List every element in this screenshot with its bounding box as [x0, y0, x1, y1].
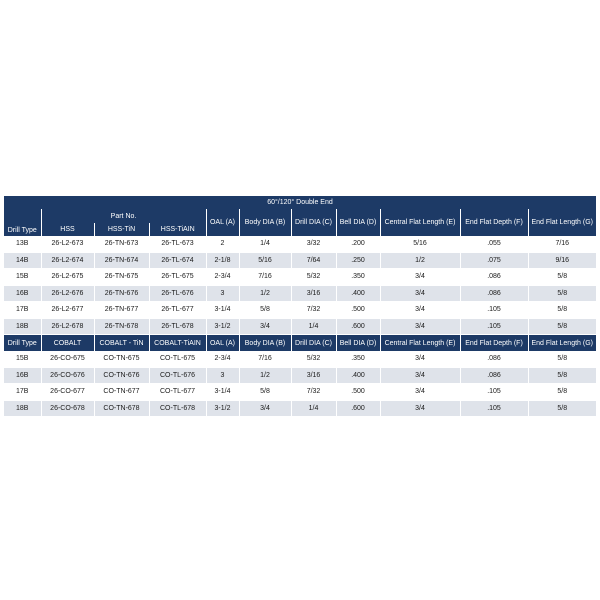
table-cell: 3-1/2 — [206, 400, 239, 417]
table-cell: 1/2 — [239, 285, 291, 302]
table-cell: 3/16 — [291, 285, 336, 302]
table-cell: .086 — [460, 351, 528, 367]
table-cell: 26-TN-677 — [94, 302, 149, 319]
table-cell: .600 — [336, 400, 380, 417]
header2-end-flat-depth: End Flat Depth (F) — [460, 335, 528, 352]
table-cell: 26-L2-676 — [41, 285, 94, 302]
table-cell: 3 — [206, 285, 239, 302]
table-cell: .086 — [460, 367, 528, 384]
table-row — [4, 252, 596, 269]
table-cell: 15B — [4, 269, 41, 286]
table-cell: 26-TN-676 — [94, 285, 149, 302]
table-cell: .500 — [336, 384, 380, 401]
header2-drill-dia: Drill DIA (C) — [291, 335, 336, 352]
header2-bell-dia: Bell DIA (D) — [336, 335, 380, 352]
header2-end-flat-length: End Flat Length (G) — [528, 335, 596, 352]
table-cell: 26-L2-673 — [41, 236, 94, 252]
header-oal: OAL (A) — [206, 209, 239, 236]
header-end-flat-depth: End Flat Depth (F) — [460, 209, 528, 236]
table-cell: 26-CO-678 — [41, 400, 94, 417]
table-cell: 1/2 — [239, 367, 291, 384]
table-cell: 7/16 — [528, 236, 596, 252]
table-cell: CO-TL-675 — [149, 351, 206, 367]
table-cell: 26-TL-675 — [149, 269, 206, 286]
table-cell: 2 — [206, 236, 239, 252]
table-row — [4, 269, 596, 286]
header-central-flat-length: Central Flat Length (E) — [380, 209, 460, 236]
table-cell: 5/8 — [528, 367, 596, 384]
table-cell: 26-TN-678 — [94, 318, 149, 335]
table-cell: 26-L2-674 — [41, 252, 94, 269]
table-cell: 26-TN-674 — [94, 252, 149, 269]
table-cell: 5/8 — [528, 285, 596, 302]
table-cell: CO-TL-677 — [149, 384, 206, 401]
table-cell: CO-TN-677 — [94, 384, 149, 401]
table-cell: 13B — [4, 236, 41, 252]
table-cell: 26-CO-675 — [41, 351, 94, 367]
table-cell: 26-L2-675 — [41, 269, 94, 286]
table-cell: .350 — [336, 351, 380, 367]
table-cell: .600 — [336, 318, 380, 335]
table-cell: 18B — [4, 318, 41, 335]
table-cell: 26-TL-676 — [149, 285, 206, 302]
table-cell: 1/4 — [239, 236, 291, 252]
table-cell: CO-TN-676 — [94, 367, 149, 384]
table-title-row — [4, 196, 596, 209]
table-cell: .200 — [336, 236, 380, 252]
header2-cobalt: COBALT — [41, 335, 94, 352]
table-cell: 26-CO-676 — [41, 367, 94, 384]
table-cell: 3/4 — [380, 269, 460, 286]
table-cell: 5/8 — [528, 400, 596, 417]
table-row — [4, 318, 596, 335]
table-cell: 3/4 — [239, 318, 291, 335]
table-cell: .105 — [460, 384, 528, 401]
table-cell: 3/32 — [291, 236, 336, 252]
table-cell: 17B — [4, 384, 41, 401]
table-cell: 3-1/4 — [206, 302, 239, 319]
table-cell: 3 — [206, 367, 239, 384]
header-part-no: Part No. — [41, 209, 206, 223]
table-row — [4, 400, 596, 417]
table-cell: 3/4 — [380, 400, 460, 417]
table-cell: 3/4 — [239, 400, 291, 417]
table-cell: .400 — [336, 367, 380, 384]
table-cell: 3/16 — [291, 367, 336, 384]
table-cell: .105 — [460, 400, 528, 417]
table-cell: CO-TL-676 — [149, 367, 206, 384]
header2-drill-type: Drill Type — [4, 335, 41, 352]
table-cell: 16B — [4, 367, 41, 384]
table-cell: 5/16 — [239, 252, 291, 269]
table-cell: 7/64 — [291, 252, 336, 269]
header-drill-type: Drill Type — [4, 209, 41, 236]
table-cell: 5/8 — [528, 318, 596, 335]
table-cell: 26-TL-674 — [149, 252, 206, 269]
table-cell: 17B — [4, 302, 41, 319]
table-cell: 3/4 — [380, 367, 460, 384]
header-hss: HSS — [41, 223, 94, 236]
table-cell: 5/8 — [528, 302, 596, 319]
table-cell: 15B — [4, 351, 41, 367]
header-drill-dia: Drill DIA (C) — [291, 209, 336, 236]
table-cell: .055 — [460, 236, 528, 252]
table-cell: 5/8 — [239, 384, 291, 401]
header2-body-dia: Body DIA (B) — [239, 335, 291, 352]
table-cell: 3/4 — [380, 351, 460, 367]
table-cell: .105 — [460, 302, 528, 319]
header-hss-tin: HSS-TiN — [94, 223, 149, 236]
table-cell: 26-TN-673 — [94, 236, 149, 252]
table-cell: 2-1/8 — [206, 252, 239, 269]
table-cell: 26-TL-673 — [149, 236, 206, 252]
table-cell: 26-TN-675 — [94, 269, 149, 286]
table-cell: .400 — [336, 285, 380, 302]
table-cell: 1/4 — [291, 318, 336, 335]
header-end-flat-length: End Flat Length (G) — [528, 209, 596, 236]
table-cell: 5/8 — [239, 302, 291, 319]
table-cell: .105 — [460, 318, 528, 335]
table-title: 60°/120° Double End — [4, 196, 596, 209]
header2-cobalt-tiain: COBALT-TiAIN — [149, 335, 206, 352]
header-hss-tiain: HSS-TiAIN — [149, 223, 206, 236]
header-row-cobalt — [4, 335, 596, 352]
table-cell: 3/4 — [380, 285, 460, 302]
table-row — [4, 351, 596, 367]
table-cell: 5/32 — [291, 269, 336, 286]
table-cell: 26-L2-678 — [41, 318, 94, 335]
drill-spec-table — [4, 196, 596, 417]
table-cell: .086 — [460, 269, 528, 286]
table-cell: .075 — [460, 252, 528, 269]
table-cell: CO-TL-678 — [149, 400, 206, 417]
table-cell: 3/4 — [380, 384, 460, 401]
table-row — [4, 302, 596, 319]
header2-oal: OAL (A) — [206, 335, 239, 352]
header-row-part-no — [4, 209, 596, 223]
table-cell: 3/4 — [380, 318, 460, 335]
table-cell: 3-1/2 — [206, 318, 239, 335]
table-cell: CO-TN-678 — [94, 400, 149, 417]
table-cell: 5/8 — [528, 351, 596, 367]
header-body-dia: Body DIA (B) — [239, 209, 291, 236]
table-cell: 3/4 — [380, 302, 460, 319]
table-cell: 5/32 — [291, 351, 336, 367]
table-cell: 5/8 — [528, 269, 596, 286]
table-cell: .500 — [336, 302, 380, 319]
table-cell: 26-TL-678 — [149, 318, 206, 335]
table-cell: 16B — [4, 285, 41, 302]
table-cell: 2-3/4 — [206, 269, 239, 286]
header-bell-dia: Bell DIA (D) — [336, 209, 380, 236]
table-row — [4, 367, 596, 384]
table-cell: CO-TN-675 — [94, 351, 149, 367]
table-cell: 7/32 — [291, 384, 336, 401]
table-cell: .350 — [336, 269, 380, 286]
table-cell: .250 — [336, 252, 380, 269]
table-cell: 3-1/4 — [206, 384, 239, 401]
table-row — [4, 236, 596, 252]
table-cell: 7/32 — [291, 302, 336, 319]
table-cell: 1/2 — [380, 252, 460, 269]
table-cell: 9/16 — [528, 252, 596, 269]
table-cell: 2-3/4 — [206, 351, 239, 367]
header2-cobalt-tin: COBALT - TiN — [94, 335, 149, 352]
table-cell: 18B — [4, 400, 41, 417]
table-cell: 7/16 — [239, 269, 291, 286]
table-cell: 1/4 — [291, 400, 336, 417]
table-cell: .086 — [460, 285, 528, 302]
table-cell: 26-CO-677 — [41, 384, 94, 401]
table-cell: 26-TL-677 — [149, 302, 206, 319]
table-cell: 14B — [4, 252, 41, 269]
table-cell: 26-L2-677 — [41, 302, 94, 319]
table-cell: 5/8 — [528, 384, 596, 401]
header2-central-flat-length: Central Flat Length (E) — [380, 335, 460, 352]
table-cell: 7/16 — [239, 351, 291, 367]
table-row — [4, 384, 596, 401]
table-row — [4, 285, 596, 302]
table-cell: 5/16 — [380, 236, 460, 252]
